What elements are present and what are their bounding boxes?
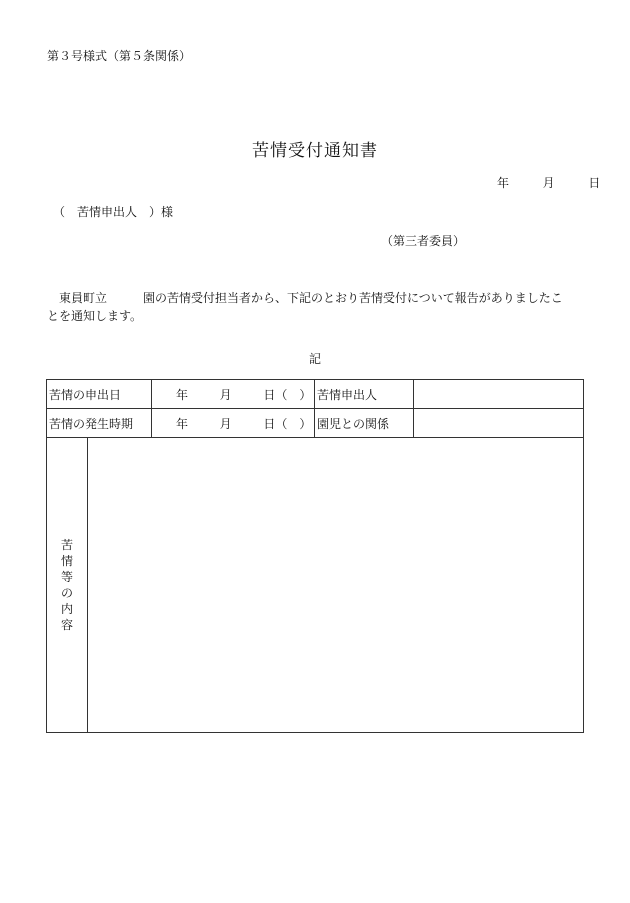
relationship-field[interactable] [414,409,584,438]
complaint-content-field[interactable] [88,438,583,732]
complainant-label: 苦情申出人 [315,380,414,409]
issue-year-label: 年 [497,176,510,190]
complaint-content-label-cell [47,438,88,732]
complaint-content-row [47,438,584,733]
issue-date-line [497,174,600,191]
table-row [47,409,584,438]
complaint-info-table [46,379,584,733]
form-number: 第３号様式（第５条関係） [47,49,192,63]
complaint-date-label: 苦情の申出日 [47,380,152,409]
complaint-date-day: 日（ ） [263,387,312,402]
notice-body-line-2: とを通知します。 [47,309,143,323]
occurrence-period-label: 苦情の発生時期 [47,409,152,438]
occurrence-day: 日（ ） [263,416,312,431]
complaint-content-label: 苦情等の内容 [60,538,73,632]
relationship-label: 園児との関係 [315,409,414,438]
occurrence-month: 月 [219,416,232,431]
notice-body [47,289,583,325]
addressee: （ 苦情申出人 ）様 [53,205,174,219]
issue-month-label: 月 [542,176,555,190]
notice-body-line-1: 東員町立 園の苦情受付担当者から、下記のとおり苦情受付について報告がありましたこ [59,291,563,305]
third-party-committee: （第三者委員） [381,234,466,248]
complaint-date-year: 年 [176,387,189,402]
table-row [47,380,584,409]
ki-heading: 記 [308,352,321,366]
page-title: 苦情受付通知書 [252,141,378,161]
table-row [47,438,584,733]
issue-day-label: 日 [588,176,601,190]
occurrence-year: 年 [176,416,189,431]
complaint-date-field[interactable] [152,380,315,409]
complainant-field[interactable] [414,380,584,409]
occurrence-period-field[interactable] [152,409,315,438]
complaint-date-month: 月 [219,387,232,402]
